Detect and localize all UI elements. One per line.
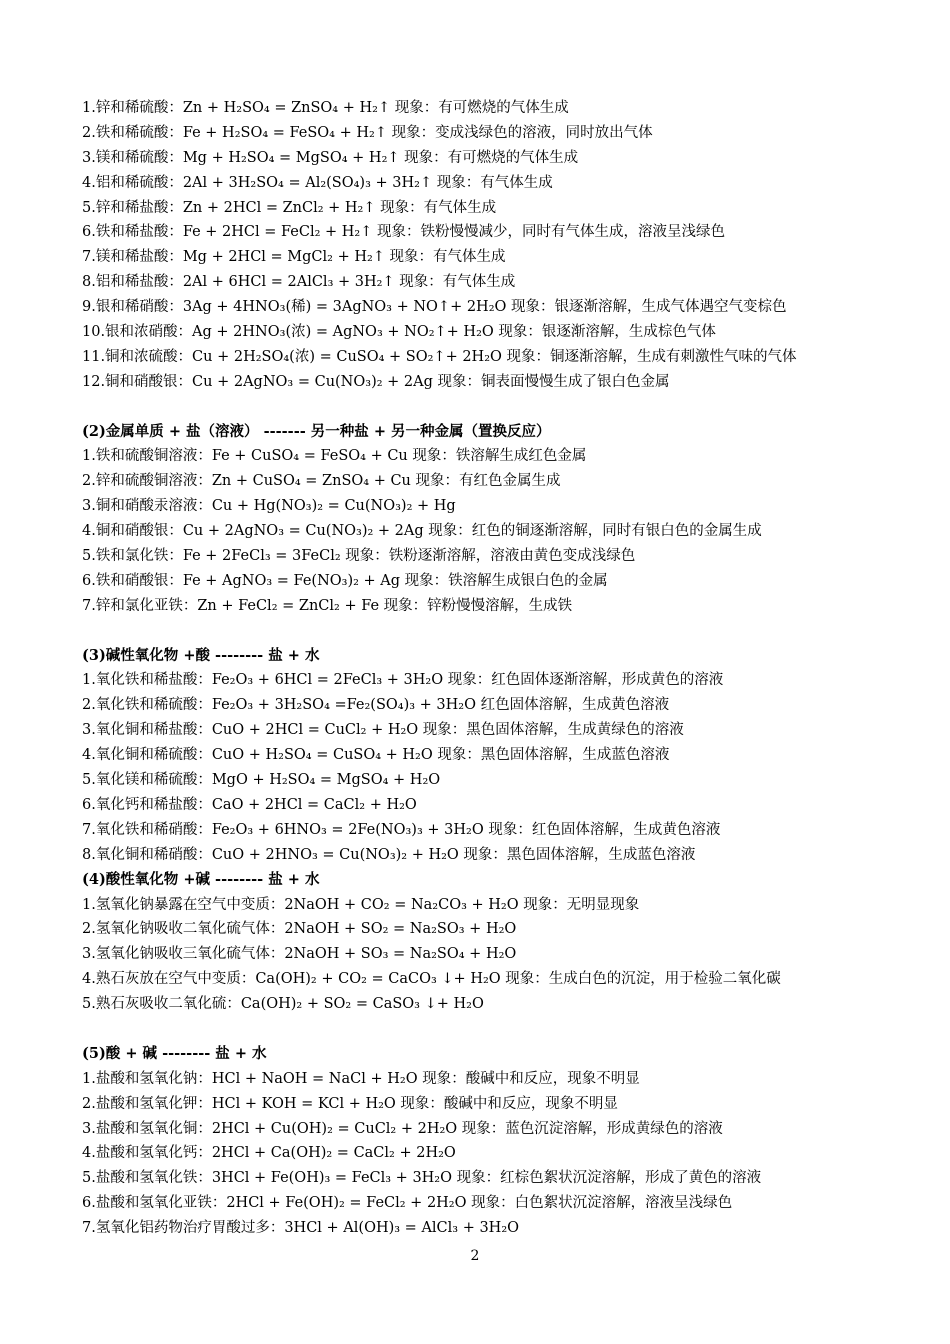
list-item: 2.盐酸和氢氧化钾：HCl + KOH = KCl + H₂O 现象：酸碱中和反应，现象不明显: [82, 1095, 618, 1112]
list-item: 2.锌和硫酸铜溶液：Zn + CuSO₄ = ZnSO₄ + Cu 现象：有红色金属生成: [82, 473, 561, 490]
list-item: 6.氧化钙和稀盐酸：CaO + 2HCl = CaCl₂ + H₂O: [82, 796, 417, 813]
list-item: 5.盐酸和氢氧化铁：3HCl + Fe(OH)₃ = FeCl₃ + 3H₂O 现象：红棕色絮状沉淀溶解，形成了黄色的溶液: [82, 1170, 762, 1187]
list-item: 3.氧化铜和稀盐酸：CuO + 2HCl = CuCl₂ + H₂O 现象：黑色固体溶解，生成黄绿色的溶液: [82, 722, 684, 739]
section-metal-salt: [82, 420, 882, 619]
list-item: 4.盐酸和氢氧化钙：2HCl + Ca(OH)₂ = CaCl₂ + 2H₂O: [82, 1145, 456, 1162]
list-item: 1.锌和稀硫酸：Zn + H₂SO₄ = ZnSO₄ + H₂↑ 现象：有可燃烧的气体生成: [82, 100, 569, 116]
list-item: 6.盐酸和氢氧化亚铁：2HCl + Fe(OH)₂ = FeCl₂ + 2H₂O 现象：白色絮状沉淀溶解，溶液呈浅绿色: [82, 1195, 733, 1212]
list-item: 1.铁和硫酸铜溶液：Fe + CuSO₄ = FeSO₄ + Cu 现象：铁溶解生成红色金属: [82, 448, 587, 465]
section-acid-base: [82, 1042, 882, 1241]
section-heading: (2)金属单质 + 盐（溶液） ------- 另一种盐 + 另一种金属（置换反应）: [82, 422, 551, 440]
section-metal-acid: [82, 96, 882, 395]
list-item: 2.铁和稀硫酸：Fe + H₂SO₄ = FeSO₄ + H₂↑ 现象：变成浅绿色的溶液，同时放出气体: [82, 124, 653, 141]
spacer: [82, 619, 882, 644]
spacer: [82, 395, 882, 420]
list-item: 3.氢氧化钠吸收三氧化硫气体：2NaOH + SO₃ = Na₂SO₄ + H₂O: [82, 946, 517, 963]
list-item: 5.锌和稀盐酸：Zn + 2HCl = ZnCl₂ + H₂↑ 现象：有气体生成: [82, 199, 497, 216]
list-item: 6.铁和硝酸银：Fe + AgNO₃ = Fe(NO₃)₂ + Ag 现象：铁溶解生成银白色的金属: [82, 572, 608, 589]
list-item: 12.铜和硝酸银：Cu + 2AgNO₃ = Cu(NO₃)₂ + 2Ag 现象：铜表面慢慢生成了银白色金属: [82, 373, 670, 390]
section-basic-oxide-acid: [82, 644, 882, 868]
spacer: [82, 1017, 882, 1042]
list-item: 2.氢氧化钠吸收二氧化硫气体：2NaOH + SO₂ = Na₂SO₃ + H₂O: [82, 921, 517, 938]
list-item: 4.铜和硝酸银：Cu + 2AgNO₃ = Cu(NO₃)₂ + 2Ag 现象：红色的铜逐渐溶解，同时有银白色的金属生成: [82, 523, 762, 540]
list-item: 1.盐酸和氢氧化钠：HCl + NaOH = NaCl + H₂O 现象：酸碱中和反应，现象不明显: [82, 1070, 640, 1087]
list-item: 4.氧化铜和稀硫酸：CuO + H₂SO₄ = CuSO₄ + H₂O 现象：黑色固体溶解，生成蓝色溶液: [82, 747, 670, 764]
list-item: 9.银和稀硝酸：3Ag + 4HNO₃(稀) = 3AgNO₃ + NO↑+ 2H₂O 现象：银逐渐溶解，生成气体遇空气变棕色: [82, 299, 787, 316]
list-item: 3.镁和稀硫酸：Mg + H₂SO₄ = MgSO₄ + H₂↑ 现象：有可燃烧的气体生成: [82, 149, 579, 166]
list-item: 7.锌和氯化亚铁：Zn + FeCl₂ = ZnCl₂ + Fe 现象：锌粉慢慢溶解，生成铁: [82, 597, 573, 614]
list-item: 10.银和浓硝酸：Ag + 2HNO₃(浓) = AgNO₃ + NO₂↑+ H₂O 现象：银逐渐溶解，生成棕色气体: [82, 324, 716, 341]
list-item: 1.氧化铁和稀盐酸：Fe₂O₃ + 6HCl = 2FeCl₃ + 3H₂O 现象：红色固体逐渐溶解，形成黄色的溶液: [82, 672, 724, 689]
list-item: 11.铜和浓硫酸：Cu + 2H₂SO₄(浓) = CuSO₄ + SO₂↑+ 2H₂O 现象：铜逐渐溶解，生成有刺激性气味的气体: [82, 348, 797, 365]
list-item: 4.熟石灰放在空气中变质：Ca(OH)₂ + CO₂ = CaCO₃ ↓+ H₂O 现象：生成白色的沉淀，用于检验二氧化碳: [82, 971, 781, 988]
list-item: 5.铁和氯化铁：Fe + 2FeCl₃ = 3FeCl₂ 现象：铁粉逐渐溶解，溶液由黄色变成浅绿色: [82, 548, 636, 565]
list-item: 5.熟石灰吸收二氧化硫：Ca(OH)₂ + SO₂ = CaSO₃ ↓+ H₂O: [82, 996, 484, 1013]
section-heading: (4)酸性氧化物 +碱 -------- 盐 + 水: [82, 870, 320, 888]
page-number: 2: [470, 1248, 480, 1264]
list-item: 8.铝和稀盐酸：2Al + 6HCl = 2AlCl₃ + 3H₂↑ 现象：有气体生成: [82, 274, 516, 291]
list-item: 5.氧化镁和稀硫酸：MgO + H₂SO₄ = MgSO₄ + H₂O: [82, 772, 441, 789]
list-item: 2.氧化铁和稀硫酸：Fe₂O₃ + 3H₂SO₄ =Fe₂(SO₄)₃ + 3H₂O 红色固体溶解，生成黄色溶液: [82, 697, 670, 714]
section-heading: (5)酸 + 碱 -------- 盐 + 水: [82, 1044, 267, 1062]
list-item: 3.盐酸和氢氧化铜：2HCl + Cu(OH)₂ = CuCl₂ + 2H₂O 现象：蓝色沉淀溶解，形成黄绿色的溶液: [82, 1120, 723, 1137]
list-item: 7.氧化铁和稀硝酸：Fe₂O₃ + 6HNO₃ = 2Fe(NO₃)₃ + 3H₂O 现象：红色固体溶解，生成黄色溶液: [82, 821, 721, 838]
list-item: 1.氢氧化钠暴露在空气中变质：2NaOH + CO₂ = Na₂CO₃ + H₂O 现象：无明显现象: [82, 896, 640, 913]
section-heading: (3)碱性氧化物 +酸 -------- 盐 + 水: [82, 646, 320, 664]
list-item: 8.氧化铜和稀硝酸：CuO + 2HNO₃ = Cu(NO₃)₂ + H₂O 现象：黑色固体溶解，生成蓝色溶液: [82, 846, 696, 863]
list-item: 7.氢氧化铝药物治疗胃酸过多：3HCl + Al(OH)₃ = AlCl₃ + 3H₂O: [82, 1220, 520, 1237]
list-item: 3.铜和硝酸汞溶液：Cu + Hg(NO₃)₂ = Cu(NO₃)₂ + Hg: [82, 498, 456, 515]
list-item: 4.铝和稀硫酸：2Al + 3H₂SO₄ = Al₂(SO₄)₃ + 3H₂↑ 现象：有气体生成: [82, 174, 553, 191]
list-item: 7.镁和稀盐酸：Mg + 2HCl = MgCl₂ + H₂↑ 现象：有气体生成: [82, 249, 506, 266]
document-body: [82, 96, 882, 1241]
list-item: 6.铁和稀盐酸：Fe + 2HCl = FeCl₂ + H₂↑ 现象：铁粉慢慢减少，同时有气体生成，溶液呈浅绿色: [82, 224, 725, 241]
section-acidic-oxide-base: [82, 868, 882, 1017]
